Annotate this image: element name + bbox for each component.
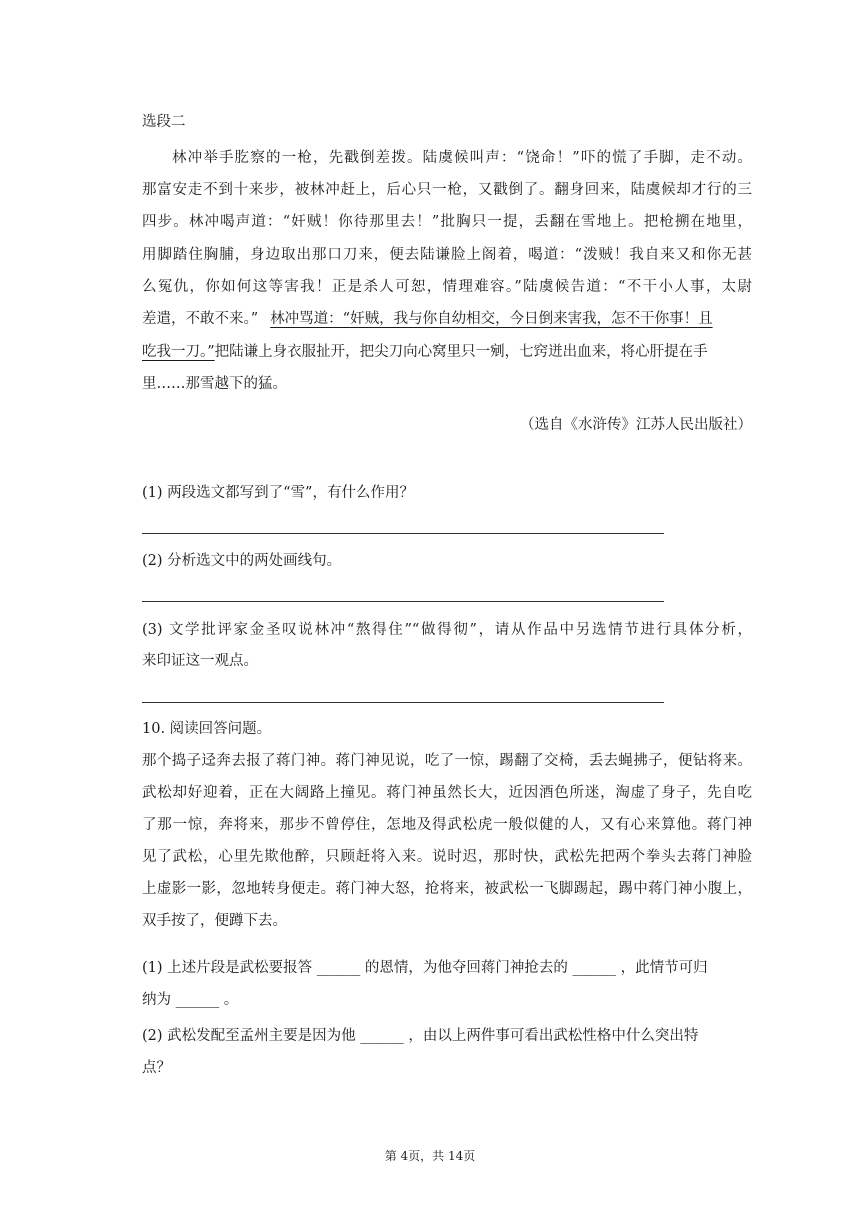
answer-line[interactable] xyxy=(142,601,664,602)
question-10-2-text: (2) 武松发配至孟州主要是因为他 xyxy=(142,1028,356,1044)
question-10-2-text: ，由以上两件事可看出武松性格中什么突出特 xyxy=(408,1028,699,1044)
question-10-1-text: ，此情节可归 xyxy=(620,960,708,976)
fill-blank[interactable]: ______ xyxy=(360,1028,404,1044)
q10-passage-line-6: 双手按了，便蹲下去。 xyxy=(142,913,287,929)
passage-line-6-plain: 差遣，不敢不来。” xyxy=(142,311,259,327)
fill-blank[interactable]: ______ xyxy=(316,960,361,976)
passage-line-4: 用脚踏住胸脯，身边取出那口刀来，便去陆谦脸上阁着，喝道：“泼贼！我自来又和你无甚 xyxy=(142,247,752,263)
q10-passage-line-3: 了那一惊，奔将来，那步不曾停住，怎地及得武松虎一般似健的人，又有心来算他。蒋门神 xyxy=(142,817,752,833)
question-10-1-text: 的恩情，为他夺回蒋门神抢去的 xyxy=(364,960,568,976)
source-citation: （选自《水浒传》江苏人民出版社） xyxy=(520,417,752,433)
question-9-3-line-1: (3) 文学批评家金圣叹说林冲“熬得住”“做得彻”，请从作品中另选情节进行具体分析， xyxy=(142,622,752,638)
question-10-heading: 10. 阅读回答问题。 xyxy=(142,721,272,737)
passage-line-5: 么冤仇，你如何这等害我！正是杀人可恕，情理难容。”陆虞候告道：“不干小人事，太尉 xyxy=(142,279,752,295)
question-10-1-text: (1) 上述片段是武松要报答 xyxy=(142,960,313,976)
passage-line-2: 那富安走不到十来步，被林冲赶上，后心只一枪，又戳倒了。翻身回来，陆虞候却才行的三 xyxy=(142,182,752,198)
fill-blank[interactable]: ______ xyxy=(572,960,616,976)
question-10-2-line-2: 点？ xyxy=(142,1060,171,1076)
question-10-1-text: 。 xyxy=(223,992,239,1008)
question-9-1: (1) 两段选文都写到了“雪”，有什么作用？ xyxy=(142,485,414,501)
passage-line-3: 四步。林冲喝声道：“奸贼！你待那里去！”批胸只一提，丢翻在雪地上。把枪搠在地里， xyxy=(142,214,752,230)
question-10-1-line-1 xyxy=(142,958,752,978)
underlined-sentence-part1: 林冲骂道：“奸贼，我与你自幼相交，今日倒来害我，怎不干你事！且 xyxy=(270,311,713,327)
underlined-sentence-part2: 吃我一刀。” xyxy=(142,344,215,360)
answer-line[interactable] xyxy=(142,702,664,703)
q10-passage-line-1: 那个捣子迳奔去报了蒋门神。蒋门神见说，吃了一惊，踢翻了交椅，丢去蝇拂子，便钻将来。 xyxy=(142,753,752,769)
passage-line-6 xyxy=(142,309,752,329)
section-title: 选段二 xyxy=(142,114,186,130)
passage-line-7 xyxy=(142,342,752,362)
fill-blank[interactable]: ______ xyxy=(175,992,220,1008)
question-10-1-text: 纳为 xyxy=(142,992,171,1008)
answer-line[interactable] xyxy=(142,533,664,534)
question-10-1-line-2 xyxy=(142,990,752,1010)
q10-passage-line-4: 见了武松，心里先欺他醉，只顾赶将入来。说时迟，那时快，武松先把两个拳头去蒋门神脸 xyxy=(142,849,752,865)
passage-line-7-plain: 把陆谦上身衣服扯开，把尖刀向心窝里只一剜，七窍迸出血来，将心肝提在手 xyxy=(214,344,708,360)
question-9-3-line-2: 来印证这一观点。 xyxy=(142,653,258,669)
passage-line-1: 林冲举手肐察的一枪，先戳倒差拨。陆虞候叫声：“饶命！”吓的慌了手脚，走不动。 xyxy=(172,150,752,166)
q10-passage-line-5: 上虚影一影，忽地转身便走。蒋门神大怒，抢将来，被武松一飞脚踢起，踢中蒋门神小腹上， xyxy=(142,881,752,897)
passage-line-8: 里……那雪越下的猛。 xyxy=(142,376,287,392)
question-9-2: (2) 分析选文中的两处画线句。 xyxy=(142,553,342,569)
q10-passage-line-2: 武松却好迎着，正在大阔路上撞见。蒋门神虽然长大，近因酒色所迷，淘虚了身子，先自吃 xyxy=(142,785,752,801)
question-10-2-line-1 xyxy=(142,1026,752,1046)
page-footer: 第 4页，共 14页 xyxy=(384,1149,476,1163)
